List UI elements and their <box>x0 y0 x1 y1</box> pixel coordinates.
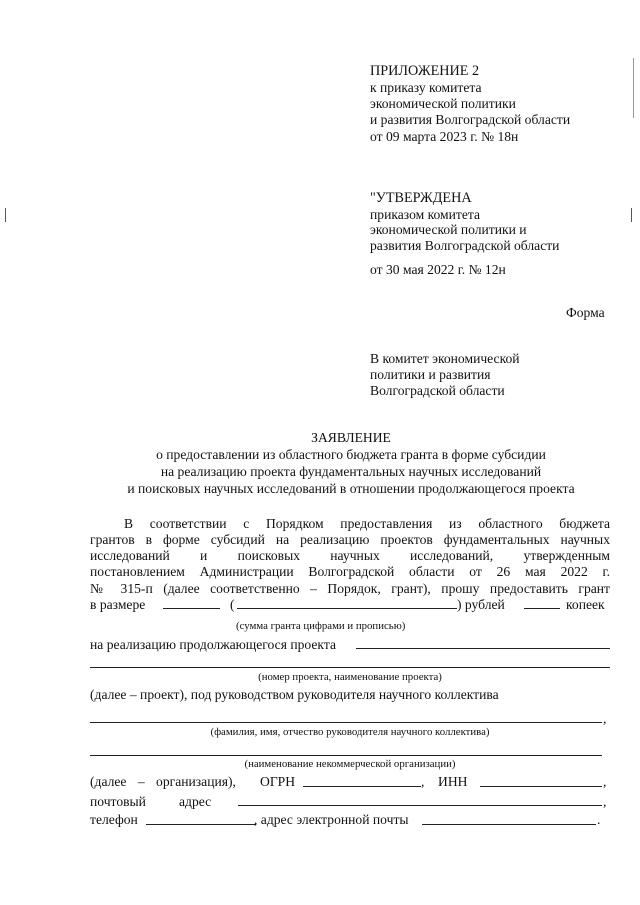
project-prefix: на реализацию продолжающегося проекта <box>90 637 336 652</box>
postal-address-field[interactable] <box>238 805 602 806</box>
addressee-line: Волгоградской области <box>370 383 505 398</box>
ogrn-label: ОГРН <box>260 774 296 789</box>
postal-label: почтовый <box>90 794 146 809</box>
project-field-continued[interactable] <box>90 667 610 668</box>
approved-line: экономической политики и <box>370 222 527 237</box>
leader-hint: (фамилия, имя, отчество руководителя научного коллектива) <box>210 726 490 738</box>
amount-hint: (сумма гранта цифрами и прописью) <box>236 620 406 632</box>
approved-title: "УТВЕРЖДЕНА <box>370 190 472 206</box>
appendix-line: и развития Волгоградской области <box>370 112 571 127</box>
leader-field[interactable] <box>90 722 602 723</box>
amount-words-field[interactable] <box>237 608 457 609</box>
addressee-line: В комитет экономической <box>370 351 520 366</box>
organization-field[interactable] <box>90 755 602 756</box>
margin-mark-right <box>631 208 632 222</box>
approved-line: развития Волгоградской области <box>370 238 560 253</box>
amount-prefix: в размере <box>90 597 146 612</box>
approved-date: от 30 мая 2022 г. № 12н <box>370 262 506 277</box>
postal-label-address: адрес <box>179 794 212 809</box>
postal-comma: , <box>603 794 607 809</box>
ogrn-comma: , <box>421 774 425 789</box>
amount-close-rubles: ) рублей <box>457 597 505 612</box>
inn-comma: , <box>603 774 607 789</box>
kopecks-label: копеек <box>566 597 605 612</box>
approved-line: приказом комитета <box>370 207 481 222</box>
organization-prefix: (далее – организация), <box>90 774 236 789</box>
leader-comma: , <box>603 711 607 726</box>
body-line: постановлением Администрации Волгоградской области от 26 мая 2022 г. <box>90 564 610 579</box>
appendix-line: экономической политики <box>370 96 516 111</box>
addressee-line: политики и развития <box>370 367 491 382</box>
heading-line: о предоставлении из областного бюджета гранта в форме субсидии <box>156 447 546 462</box>
appendix-line: от 09 марта 2023 г. № 18н <box>370 129 519 144</box>
amount-open-paren: ( <box>230 597 235 612</box>
heading-line: и поисковых научных исследований в отношении продолжающегося проекта <box>127 481 575 496</box>
heading-line: на реализацию проекта фундаментальных научных исследований <box>160 464 542 479</box>
document-title: ЗАЯВЛЕНИЕ <box>311 430 391 445</box>
form-label: Форма <box>566 305 605 320</box>
body-line: В соответствии с Порядком предоставления из областного бюджета <box>124 516 610 531</box>
appendix-line: к приказу комитета <box>370 80 482 95</box>
margin-mark-right-top <box>633 58 634 118</box>
organization-hint: (наименование некоммерческой организации) <box>244 758 456 770</box>
ogrn-field[interactable] <box>303 786 421 787</box>
email-label: , адрес электронной почты <box>254 812 409 827</box>
phone-field[interactable] <box>146 824 256 825</box>
leader-line: (далее – проект), под руководством руководителя научного коллектива <box>90 687 499 702</box>
project-field[interactable] <box>356 648 610 649</box>
email-field[interactable] <box>422 824 596 825</box>
email-period: . <box>597 812 601 827</box>
body-line: грантов в форме субсидий на реализацию проектов фундаментальных научных <box>90 532 610 547</box>
inn-label: ИНН <box>438 774 468 789</box>
kopecks-field[interactable] <box>524 608 560 609</box>
margin-mark-left <box>5 208 6 222</box>
inn-field[interactable] <box>480 786 602 787</box>
appendix-title: ПРИЛОЖЕНИЕ 2 <box>370 63 480 79</box>
project-hint: (номер проекта, наименование проекта) <box>258 671 442 683</box>
phone-label: телефон <box>90 812 138 827</box>
amount-digits-field[interactable] <box>163 608 220 609</box>
body-line: исследований и поисковых научных исследований, утвержденным <box>90 548 610 563</box>
body-line: № 315-п (далее соответственно – Порядок, грант), прошу предоставить грант <box>90 581 610 596</box>
